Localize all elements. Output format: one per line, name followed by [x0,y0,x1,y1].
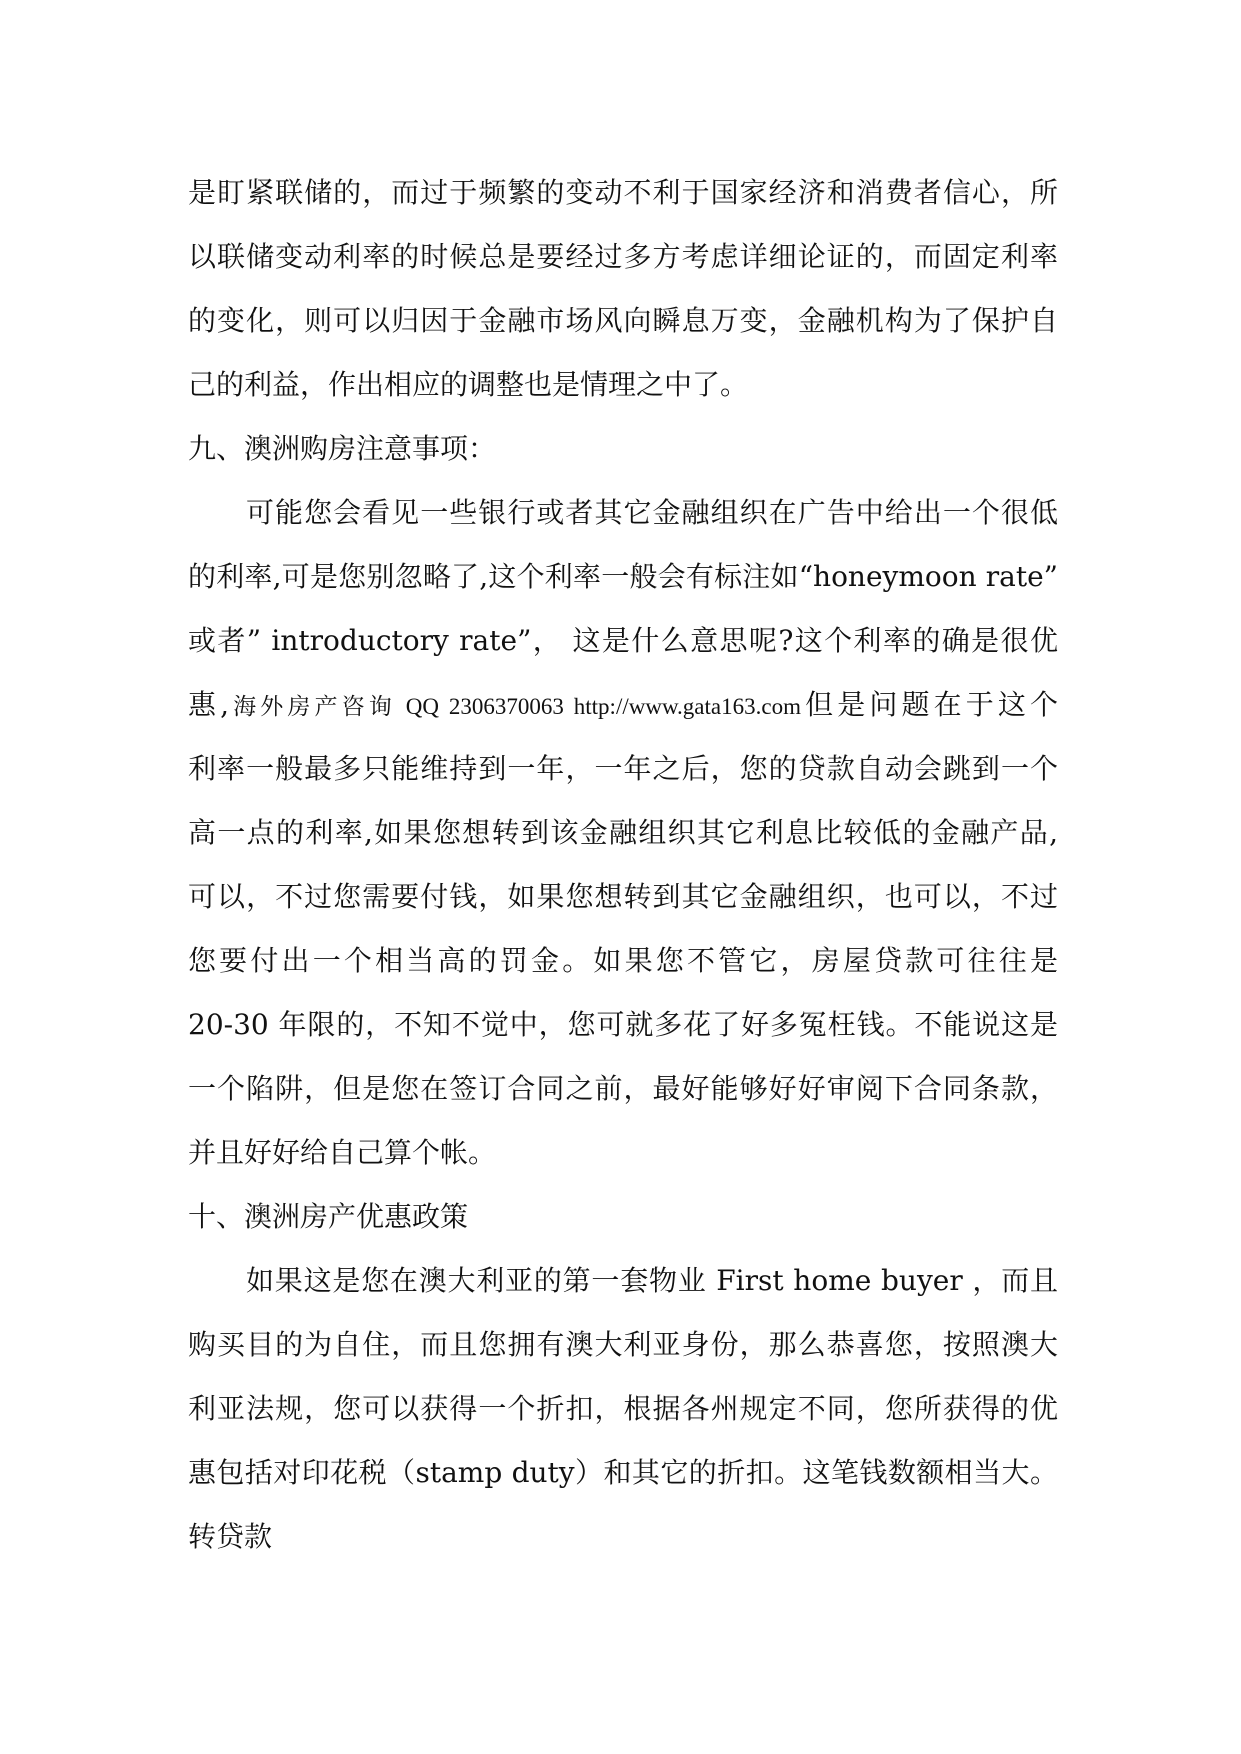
text-segment: 惠, [188,688,230,721]
paragraph-line: 您要付出一个相当高的罚金。如果您不管它，房屋贷款可往往是 [188,944,1058,977]
body-text [188,161,1058,1569]
paragraph-line: 利率一般最多只能维持到一年，一年之后，您的贷款自动会跳到一个 [188,752,1058,785]
paragraph-line: 一个陷阱，但是您在签订合同之前，最好能够好好审阅下合同条款， [188,1072,1058,1105]
paragraph-line: 惠包括对印花税（stamp duty）和其它的折扣。这笔钱数额相当大。 [188,1456,1058,1489]
contact-info: 海外房产咨询 QQ 2306370063 http://www.gata163.com [229,694,801,719]
paragraph-line: 并且好好给自己算个帐。 [188,1136,497,1169]
paragraph-line: 己的利益，作出相应的调整也是情理之中了。 [188,368,749,401]
text-segment: 但是问题在于这个 [800,688,1058,721]
paragraph-line: 的变化，则可以归因于金融市场风向瞬息万变，金融机构为了保护自 [188,304,1058,337]
paragraph-line: 的利率,可是您别忽略了,这个利率一般会有标注如“honeymoon rate” [188,560,1058,593]
paragraph-line: 利亚法规，您可以获得一个折扣，根据各州规定不同，您所获得的优 [188,1392,1058,1425]
paragraph-line: 20-30 年限的，不知不觉中，您可就多花了好多冤枉钱。不能说这是 [188,1008,1058,1041]
paragraph-line: 可能您会看见一些银行或者其它金融组织在广告中给出一个很低 [246,496,1058,529]
paragraph-line: 可以，不过您需要付钱，如果您想转到其它金融组织，也可以，不过 [188,880,1058,913]
paragraph-line: 以联储变动利率的时候总是要经过多方考虑详细论证的，而固定利率 [188,240,1058,273]
section-heading-10: 十、澳洲房产优惠政策 [188,1200,469,1233]
paragraph-line: 购买目的为自住，而且您拥有澳大利亚身份，那么恭喜您，按照澳大 [188,1328,1058,1361]
paragraph-line-mixed [188,673,1058,737]
section-heading-9: 九、澳洲购房注意事项： [188,432,497,465]
paragraph-line: 如果这是您在澳大利亚的第一套物业 First home buyer ，而且 [246,1264,1058,1297]
paragraph-line: 或者” introductory rate”， 这是什么意思呢?这个利率的确是很优 [188,624,1058,657]
paragraph-line: 高一点的利率,如果您想转到该金融组织其它利息比较低的金融产品, [188,816,1058,849]
paragraph-line: 转贷款 [188,1520,273,1553]
paragraph-line: 是盯紧联储的，而过于频繁的变动不利于国家经济和消费者信心，所 [188,176,1058,209]
